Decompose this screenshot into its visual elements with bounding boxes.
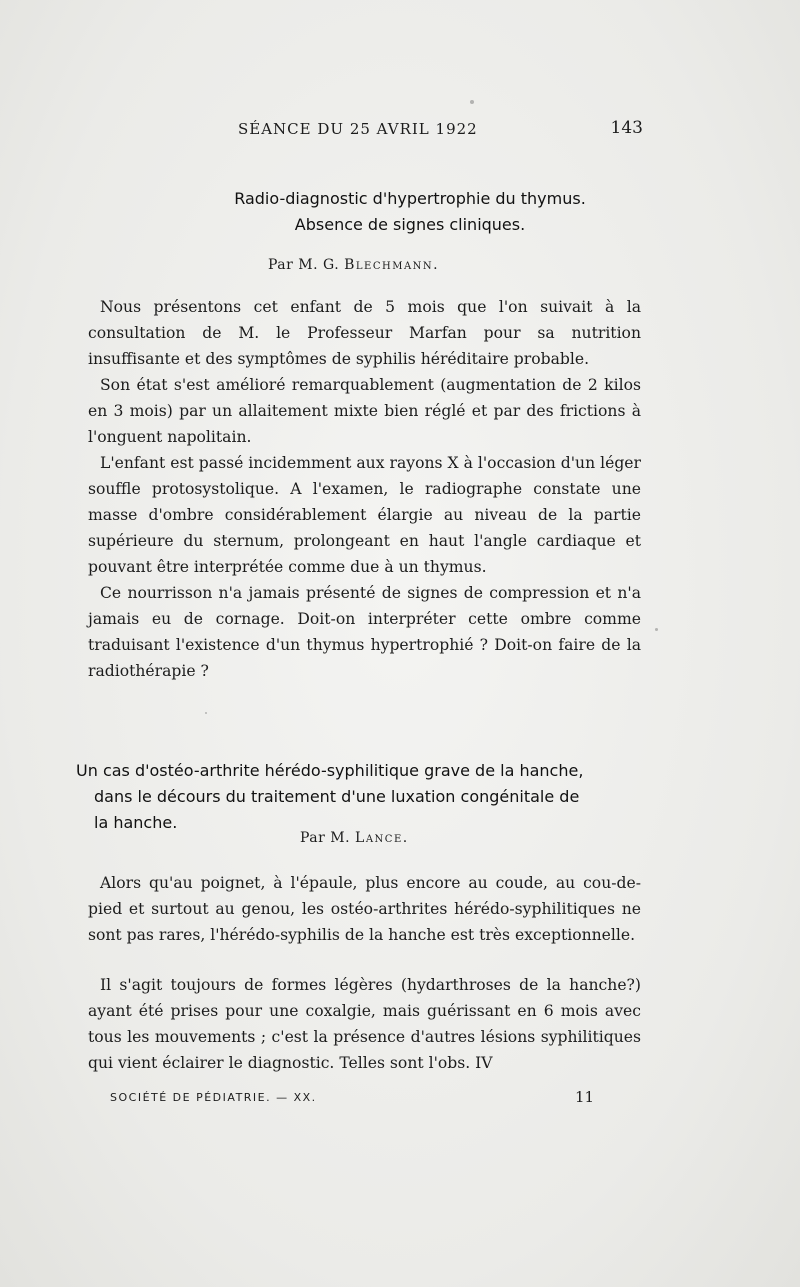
article1-title: [200, 186, 620, 238]
page-number: 143: [610, 118, 643, 138]
article2-title-line2: dans le décours du traitement d'une luxation congénitale de: [94, 787, 580, 806]
article1-paragraph-3: L'enfant est passé incidemment aux rayons X à l'occasion d'un léger souffle protosystolique. A l'examen, le radiographe constate une masse d'ombre considérablement élargie au niveau de la partie supérieure du sternum, prolongeant en haut l'angle cardiaque et pouvant être interprétée comme due à un thymus.: [88, 454, 641, 576]
article1-author-name: Blechmann.: [344, 257, 440, 273]
print-speck: [205, 712, 207, 714]
article2-author-prefix: Par M.: [300, 830, 351, 846]
footer-signature: 11: [575, 1088, 595, 1106]
article2-author-name: Lance.: [355, 830, 409, 846]
article2-title: [76, 758, 651, 836]
article1-paragraph-2: Son état s'est amélioré remarquablement (augmentation de 2 kilos en 3 mois) par un allaitement mixte bien réglé et par des frictions à l'onguent napolitain.: [88, 376, 641, 446]
print-speck: [470, 100, 474, 104]
article1-title-line2: Absence de signes cliniques.: [294, 215, 526, 234]
article2-paragraph-2: Il s'agit toujours de formes légères (hydarthroses de la hanche?) ayant été prises pour une coxalgie, mais guérissant en 6 mois avec tous les mouvements ; c'est la présence d'autres lésions syphilitiques qui vient éclairer le diagnostic. Telles sont l'obs. IV: [88, 976, 641, 1072]
article1-title-line1: Radio-diagnostic d'hypertrophie du thymus.: [234, 189, 586, 208]
article2-title-line1: Un cas d'ostéo-arthrite hérédo-syphilitique grave de la hanche,: [76, 761, 584, 780]
article1-author: [268, 257, 439, 273]
article2-author: [300, 830, 409, 846]
article2-paragraph-1: Alors qu'au poignet, à l'épaule, plus encore au coude, au cou-de-pied et surtout au genou, les ostéo-arthrites hérédo-syphilitiques ne sont pas rares, l'hérédo-syphilis de la hanche est très exceptionnelle.: [88, 874, 641, 944]
print-speck: [655, 628, 658, 631]
footer-journal: SOCIÉTÉ DE PÉDIATRIE. — XX.: [110, 1091, 317, 1104]
article2-title-line3: la hanche.: [94, 813, 178, 832]
running-head: SÉANCE DU 25 AVRIL 1922: [238, 120, 478, 138]
article1-author-prefix: Par M. G.: [268, 257, 340, 273]
article1-paragraph-1: Nous présentons cet enfant de 5 mois que l'on suivait à la consultation de M. le Professeur Marfan pour sa nutrition insuffisante et des symptômes de syphilis héréditaire probable.: [88, 298, 641, 368]
article1-paragraph-4: Ce nourrisson n'a jamais présenté de signes de compression et n'a jamais eu de cornage. Doit-on interpréter cette ombre comme traduisant l'existence d'un thymus hypertrophié ? Doit-on faire de la radiothérapie ?: [88, 584, 641, 680]
